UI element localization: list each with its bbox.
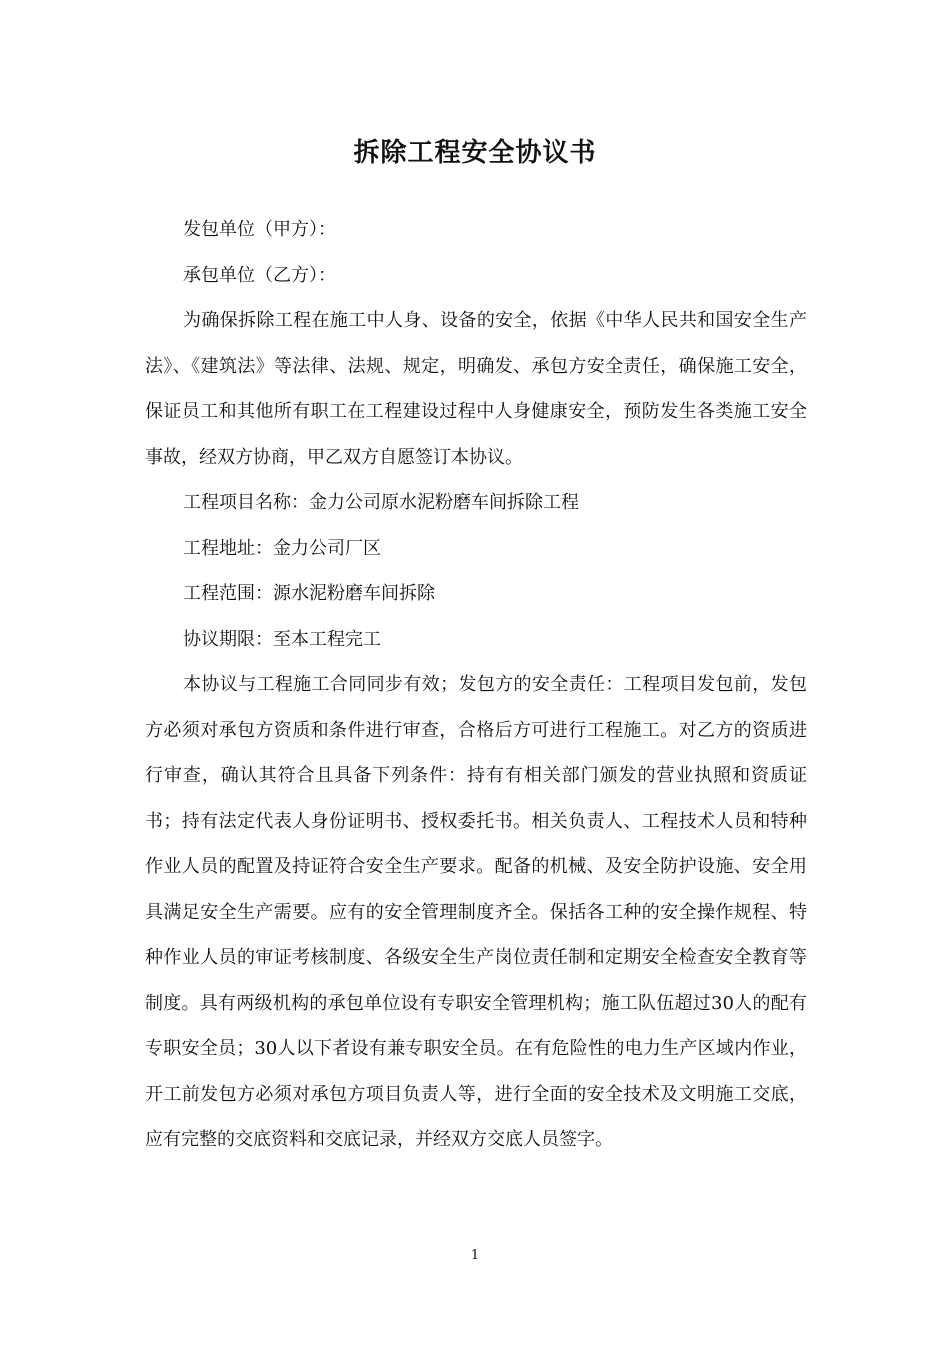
preamble-paragraph: 为确保拆除工程在施工中人身、设备的安全，依据《中华人民共和国安全生产法》、《建筑法》等法律、法规、规定，明确发、承包方安全责任，确保施工安全，保证员工和其他所有职工在工程建设过程中人身健康安全，预防发生各类施工安全事故，经双方协商，甲乙双方自愿签订本协议。: [145, 310, 807, 468]
responsibility-paragraph: 本协议与工程施工合同同步有效；发包方的安全责任：工程项目发包前，发包方必须对承包方资质和条件进行审查，合格后方可进行工程施工。对乙方的资质进行审查，确认其符合且具备下列条件：持有有相关部门颁发的营业执照和资质证书；持有法定代表人身份证明书、授权委托书。相关负责人、工程技术人员和特种作业人员的配置及持证符合安全生产要求。配备的机械、及安全防护设施、安全用具满足安全生产需要。应有的安全管理制度齐全。保括各工种的安全操作规程、特种作业人员的审证考核制度、各级安全生产岗位责任制和定期安全检查安全教育等制度。具有两级机构的承包单位设有专职安全管理机构；施工队伍超过30人的配有专职安全员；30人以下者设有兼专职安全员。在有危险性的电力生产区域内作业，开工前发包方必须对承包方项目负责人等，进行全面的安全技术及文明施工交底，应有完整的交底资料和交底记录，并经双方交底人员签字。: [145, 674, 807, 1150]
project-address-line: 工程地址：金力公司厂区: [183, 537, 381, 559]
document-title: 拆除工程安全协议书: [353, 138, 597, 168]
project-name-line: 工程项目名称：金力公司原水泥粉磨车间拆除工程: [183, 492, 579, 513]
project-scope-line: 工程范围：源水泥粉磨车间拆除: [183, 583, 435, 604]
agreement-term-line: 协议期限：至本工程完工: [183, 628, 381, 650]
party-a-line: 发包单位（甲方）：: [183, 219, 336, 240]
party-b-line: 承包单位（乙方）：: [183, 264, 336, 286]
document-body: [145, 207, 807, 1163]
page-number: 1: [470, 1248, 480, 1263]
